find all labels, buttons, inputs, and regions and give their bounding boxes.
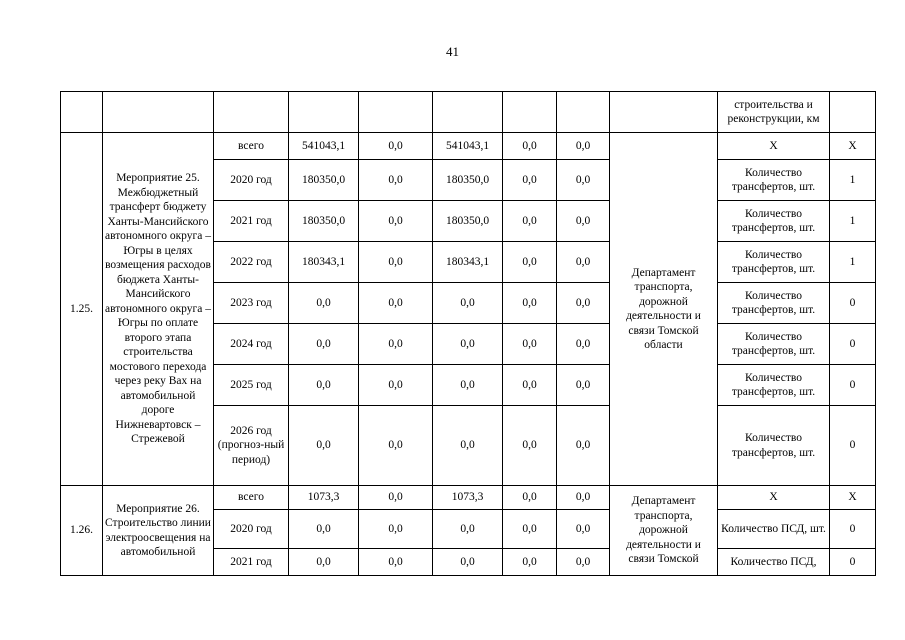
- indicator-cell: Количество ПСД,: [718, 549, 830, 576]
- value-cell: 541043,1: [433, 133, 503, 160]
- table-row: [61, 486, 876, 510]
- value-cell: 180350,0: [433, 201, 503, 242]
- value-cell: 0,0: [359, 283, 433, 324]
- value-cell: 0,0: [289, 324, 359, 365]
- indicator-value: 0: [830, 324, 876, 365]
- value-cell: 541043,1: [289, 133, 359, 160]
- indicator-cell: Количество трансфертов, шт.: [718, 283, 830, 324]
- indicator-cell: Количество трансфертов, шт.: [718, 242, 830, 283]
- year-cell: 2025 год: [214, 365, 289, 406]
- indicator-value: 0: [830, 283, 876, 324]
- indicator-cell: Количество трансфертов, шт.: [718, 160, 830, 201]
- value-cell: 0,0: [503, 201, 557, 242]
- page-number: 41: [446, 44, 459, 59]
- program-table: [60, 91, 876, 576]
- value-cell: 180343,1: [289, 242, 359, 283]
- indicator-value: 0: [830, 549, 876, 576]
- value-cell: 0,0: [359, 201, 433, 242]
- value-cell: 0,0: [557, 365, 610, 406]
- indicator-cell: Количество трансфертов, шт.: [718, 406, 830, 486]
- value-cell: 0,0: [433, 549, 503, 576]
- indicator-value: 0: [830, 406, 876, 486]
- indicator-value: 1: [830, 160, 876, 201]
- item-name: Мероприятие 26. Строительство линии электроосвещения на автомобильной: [103, 486, 214, 576]
- item-number: 1.26.: [61, 486, 103, 576]
- value-cell: 0,0: [289, 549, 359, 576]
- value-cell: 180343,1: [433, 242, 503, 283]
- year-cell: всего: [214, 486, 289, 510]
- value-cell: 180350,0: [289, 201, 359, 242]
- value-cell: 0,0: [433, 365, 503, 406]
- value-cell: 0,0: [359, 160, 433, 201]
- value-cell: 1073,3: [289, 486, 359, 510]
- year-cell: 2020 год: [214, 160, 289, 201]
- item-number: 1.25.: [61, 133, 103, 486]
- value-cell: 0,0: [503, 510, 557, 549]
- indicator-cell: Х: [718, 486, 830, 510]
- indicator-value: Х: [830, 133, 876, 160]
- value-cell: 0,0: [557, 486, 610, 510]
- value-cell: 0,0: [557, 160, 610, 201]
- value-cell: 0,0: [359, 133, 433, 160]
- value-cell: 0,0: [433, 324, 503, 365]
- indicator-cell: Количество трансфертов, шт.: [718, 365, 830, 406]
- value-cell: 0,0: [289, 510, 359, 549]
- value-cell: 0,0: [503, 133, 557, 160]
- value-cell: 0,0: [557, 549, 610, 576]
- year-cell: 2022 год: [214, 242, 289, 283]
- value-cell: 0,0: [289, 365, 359, 406]
- value-cell: 0,0: [503, 486, 557, 510]
- year-cell: всего: [214, 133, 289, 160]
- indicator-cell: Количество трансфертов, шт.: [718, 324, 830, 365]
- value-cell: 0,0: [289, 283, 359, 324]
- indicator-value: 1: [830, 201, 876, 242]
- value-cell: 0,0: [503, 324, 557, 365]
- value-cell: 0,0: [557, 242, 610, 283]
- value-cell: 0,0: [359, 365, 433, 406]
- value-cell: 0,0: [557, 324, 610, 365]
- value-cell: 0,0: [503, 365, 557, 406]
- indicator-cell: Х: [718, 133, 830, 160]
- executor-cell: Департамент транспорта, дорожной деятельности и связи Томской области: [610, 133, 718, 486]
- item-name: Мероприятие 25. Межбюджетный трансферт бюджету Ханты-Мансийского автономного округа – Югры в целях возмещения расходов бюджета Ханты-Мансийского автономного округа – Югры по оплате второго этапа строительства мостового перехода через реку Вах на автомобильной дороге Нижневартовск – Стрежевой: [103, 133, 214, 486]
- indicator-cell: строительства и реконструкции, км: [718, 92, 830, 133]
- value-cell: 0,0: [359, 406, 433, 486]
- value-cell: 0,0: [503, 406, 557, 486]
- value-cell: 0,0: [289, 406, 359, 486]
- year-cell: 2024 год: [214, 324, 289, 365]
- value-cell: 0,0: [557, 283, 610, 324]
- value-cell: 0,0: [503, 283, 557, 324]
- value-cell: 0,0: [557, 201, 610, 242]
- value-cell: 0,0: [557, 406, 610, 486]
- value-cell: 0,0: [433, 510, 503, 549]
- indicator-cell: Количество ПСД, шт.: [718, 510, 830, 549]
- value-cell: 1073,3: [433, 486, 503, 510]
- year-cell: 2021 год: [214, 201, 289, 242]
- value-cell: 0,0: [503, 549, 557, 576]
- value-cell: 0,0: [433, 283, 503, 324]
- year-cell: 2020 год: [214, 510, 289, 549]
- value-cell: 0,0: [557, 510, 610, 549]
- value-cell: 0,0: [359, 486, 433, 510]
- year-cell: 2021 год: [214, 549, 289, 576]
- indicator-value: 0: [830, 510, 876, 549]
- indicator-value: Х: [830, 486, 876, 510]
- indicator-value: 0: [830, 365, 876, 406]
- value-cell: 0,0: [359, 549, 433, 576]
- value-cell: 0,0: [359, 242, 433, 283]
- value-cell: 180350,0: [433, 160, 503, 201]
- value-cell: 0,0: [359, 324, 433, 365]
- indicator-value: 1: [830, 242, 876, 283]
- value-cell: 0,0: [557, 133, 610, 160]
- value-cell: 180350,0: [289, 160, 359, 201]
- executor-cell: Департамент транспорта, дорожной деятельности и связи Томской: [610, 486, 718, 576]
- table-row: [61, 133, 876, 160]
- value-cell: 0,0: [359, 510, 433, 549]
- value-cell: 0,0: [433, 406, 503, 486]
- value-cell: 0,0: [503, 242, 557, 283]
- year-cell: 2026 год (прогноз-ный период): [214, 406, 289, 486]
- continuation-row: [61, 92, 876, 133]
- year-cell: 2023 год: [214, 283, 289, 324]
- value-cell: 0,0: [503, 160, 557, 201]
- indicator-cell: Количество трансфертов, шт.: [718, 201, 830, 242]
